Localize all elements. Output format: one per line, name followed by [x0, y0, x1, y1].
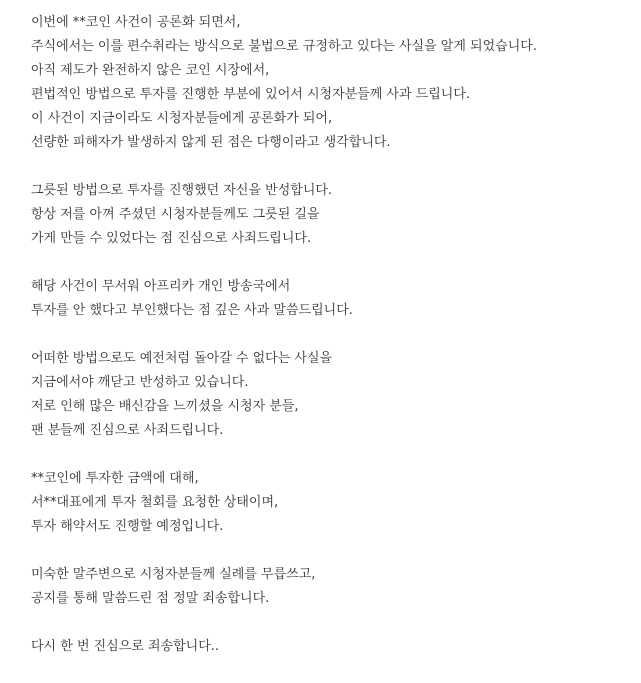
paragraph [31, 11, 631, 155]
post-body [31, 11, 631, 683]
text-line: 이번에 **코인 사건이 공론화 되면서, [31, 15, 241, 30]
text-line: 팬 분들께 진심으로 사죄드립니다. [31, 423, 224, 438]
text-line: 공지를 통해 말씀드린 점 정말 죄송합니다. [31, 591, 270, 606]
text-line: 이 사건이 지금이라도 시청자분들에게 공론화가 되어, [31, 111, 333, 126]
text-line: 해당 사건이 무서워 아프리카 개인 방송국에서 [31, 279, 291, 294]
paragraph [31, 275, 631, 323]
text-line: 가게 만들 수 있었다는 점 진심으로 사죄드립니다. [31, 231, 312, 246]
paragraph [31, 347, 631, 443]
text-line: 저로 인해 많은 배신감을 느끼셨을 시청자 분들, [31, 399, 299, 414]
paragraph [31, 563, 631, 611]
paragraph [31, 635, 631, 659]
text-line: 미숙한 말주변으로 시청자분들께 실례를 무릅쓰고, [31, 567, 316, 582]
text-line: 지금에서야 깨닫고 반성하고 있습니다. [31, 375, 249, 390]
text-line: 서**대표에게 투자 철회를 요청한 상태이며, [31, 495, 279, 510]
text-line: 편법적인 방법으로 투자를 진행한 부분에 있어서 시청자분들께 사과 드립니다. [31, 87, 471, 102]
text-line: 선량한 피해자가 발생하지 않게 된 점은 다행이라고 생각합니다. [31, 135, 391, 150]
text-line: 투자를 안 했다고 부인했다는 점 깊은 사과 말씀드립니다. [31, 303, 353, 318]
text-line: 그릇된 방법으로 투자를 진행했던 자신을 반성합니다. [31, 183, 333, 198]
text-line: 다시 한 번 진심으로 죄송합니다.. [31, 639, 220, 654]
text-line: 항상 저를 아껴 주셨던 시청자분들께도 그릇된 길을 [31, 207, 320, 222]
text-line: 어떠한 방법으로도 예전처럼 돌아갈 수 없다는 사실을 [31, 351, 333, 366]
text-line: 아직 제도가 완전하지 않은 코인 시장에서, [31, 63, 270, 78]
text-line: 투자 해약서도 진행할 예정입니다. [31, 519, 224, 534]
text-line: **코인에 투자한 금액에 대해, [31, 471, 199, 486]
text-line: 주식에서는 이를 편수취라는 방식으로 불법으로 규정하고 있다는 사실을 알게 되었습니다. [31, 39, 537, 54]
paragraph [31, 467, 631, 539]
paragraph [31, 179, 631, 251]
